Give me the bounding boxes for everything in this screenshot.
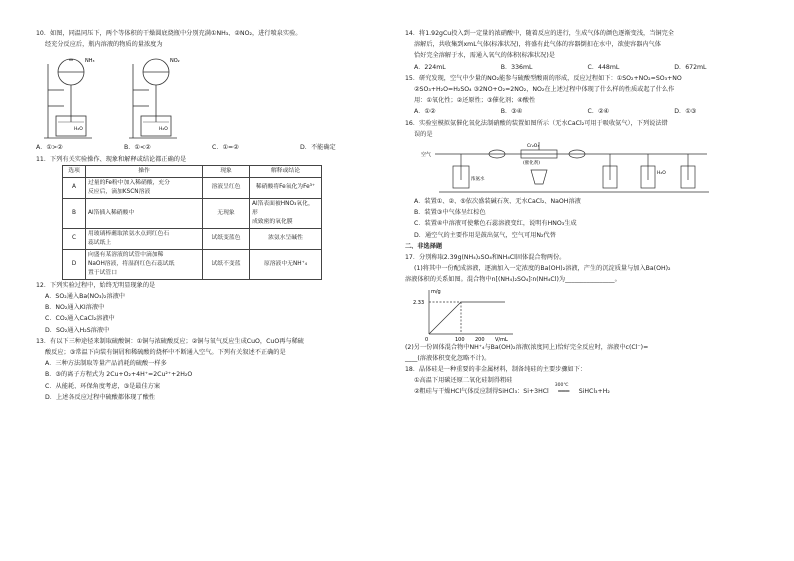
q15-choices bbox=[405, 106, 761, 117]
row-c-conclusion: 浓氨水呈碱性 bbox=[250, 228, 322, 249]
fountain-experiment-figure bbox=[36, 50, 236, 142]
row-b-conclusion bbox=[250, 198, 322, 228]
q13-choice-d[interactable]: D．上述各反应过程中硫酸都体现了酸性 bbox=[45, 393, 155, 401]
q16-choice-c[interactable]: C．装置④中溶液可使紫色石蕊溶液变红，说明有HNO₃生成 bbox=[414, 220, 577, 228]
question-16 bbox=[405, 118, 761, 241]
reaction-arrow: 300℃ ═══ bbox=[551, 386, 577, 397]
q11-header-conclusion: 解释或结论 bbox=[250, 165, 322, 177]
question-18 bbox=[405, 364, 761, 398]
q10-choice-c[interactable]: C．①=② bbox=[212, 144, 239, 152]
q14-choice-a[interactable]: A．224mL bbox=[414, 63, 446, 71]
q10-stem: 10．如图，同温同压下，两个等体积的干燥圆底烧瓶中分别充满①NH₃、②NO₂，进行喷泉实验。 bbox=[36, 30, 302, 37]
fig-label-water-2: H₂O bbox=[159, 127, 168, 133]
q14-choices bbox=[405, 62, 761, 73]
q14-choice-c[interactable]: C．448mL bbox=[587, 63, 620, 71]
reaction-temp: 300℃ bbox=[554, 383, 569, 389]
q10-stem-cont: 经充分反应后，瓶内溶液的物质的量浓度为 bbox=[45, 41, 163, 49]
fig-label-water: H₂O bbox=[657, 171, 666, 177]
row-c-op-line: 用玻璃棒蘸取浓氨水点到红色石 bbox=[88, 230, 170, 237]
graph-x-tick: 100 bbox=[455, 336, 465, 342]
q17-line: ____(溶液体积变化忽略不计)。 bbox=[405, 354, 491, 362]
fig-label-water-1: H₂O bbox=[74, 127, 83, 133]
row-c-operation bbox=[86, 228, 203, 249]
row-a-option: A bbox=[63, 177, 86, 198]
q12-choice-c[interactable]: C．CO₂通入CaCl₂溶液中 bbox=[45, 315, 115, 323]
graph-x-tick: 200 bbox=[475, 336, 485, 342]
fig-label-catalyst-note: (催化剂) bbox=[523, 161, 541, 167]
q12-choice-d[interactable]: D．SO₂通入H₂S溶液中 bbox=[45, 326, 110, 334]
graph-x-tick: 0 bbox=[425, 336, 429, 342]
q16-choice-b[interactable]: B．装置③中气体呈红棕色 bbox=[414, 209, 486, 217]
q11-table bbox=[62, 165, 322, 280]
q15-choice-d[interactable]: D．①③ bbox=[674, 108, 697, 116]
q17-line: 溶液体积的关系如图。混合物中n[(NH₄)₂SO₄]∶n(NH₄Cl)为________________。 bbox=[405, 276, 621, 284]
q15-choice-a[interactable]: A．①② bbox=[414, 108, 436, 116]
q17-line: (1)将其中一份配成溶液，逐滴加入一定浓度的Ba(OH)₂溶液，产生的沉淀质量与加入Ba(OH)₂ bbox=[414, 265, 671, 273]
row-b-res-line: Al箔表面被HNO₃氧化，形 bbox=[252, 200, 314, 216]
graph-x-label: V/mL bbox=[495, 336, 508, 342]
row-a-observation: 溶液呈红色 bbox=[203, 177, 250, 198]
question-13 bbox=[36, 336, 388, 403]
left-column bbox=[36, 28, 388, 403]
q10-choice-a[interactable]: A．①>② bbox=[36, 144, 63, 152]
q13-stem-cont: 酸反应；③常温下向装有铜屑和稀硫酸的烧杯中不断通入空气。下列有关叙述不正确的是 bbox=[45, 349, 286, 357]
q17-line: (2)另一份固体混合物中NH⁺₄与Ba(OH)₂溶液(浓度同上)恰好完全反应时，溶液中c(Cl⁻)= bbox=[405, 343, 649, 351]
question-12 bbox=[36, 280, 388, 336]
row-b-res-line: 成致密的氧化膜 bbox=[252, 218, 293, 225]
q18-line: 18．晶体硅是一种重要的非金属材料，制备纯硅的主要步骤如下： bbox=[405, 366, 587, 374]
row-a-operation bbox=[86, 177, 203, 198]
ammonia-oxidation-apparatus-figure bbox=[419, 140, 719, 196]
precipitate-mass-graph bbox=[413, 286, 523, 342]
row-b-observation: 无现象 bbox=[203, 198, 250, 228]
q18-eq-left: ②粗硅与干燥HCl气体反应制得SiHCl₃：Si+3HCl bbox=[414, 388, 549, 396]
q12-choice-a[interactable]: A．SO₂通入Ba(NO₃)₂溶液中 bbox=[45, 293, 125, 301]
table-row bbox=[63, 177, 322, 198]
q11-header-operation: 操作 bbox=[86, 165, 203, 177]
q18-eq-right: SiHCl₃+H₂ bbox=[578, 388, 610, 396]
q16-choice-d[interactable]: D．通空气的主要作用是鼓出氨气，空气可用N₂代替 bbox=[414, 231, 556, 239]
q15-line: 15．研究发现，空气中少量的NO₂能参与硫酸型酸雨的形成，反应过程如下：①SO₂+NO₂=SO₃+NO bbox=[405, 74, 682, 82]
section-heading: 二、非选择题 bbox=[405, 242, 443, 250]
q14-line: 溶解后，共收集到xmL气体(标准状况)，将盛有此气体的容器倒扣在水中，欲使容器内气体 bbox=[414, 41, 661, 49]
q17-line: 17．分别称取2.39g(NH₄)₂SO₄和NH₄Cl固体混合物两份。 bbox=[405, 254, 566, 262]
fig-label-air: 空气 bbox=[421, 152, 432, 159]
fig-label-catalyst: Cr₂O₃ bbox=[527, 144, 540, 150]
row-d-operation bbox=[86, 249, 203, 279]
q16-line: 误的是 bbox=[414, 130, 433, 138]
row-d-op-line: 置于试管口 bbox=[88, 269, 117, 276]
q14-line: 恰好完全溶解于水，需通入氧气的体积(标准状况)是 bbox=[414, 52, 555, 60]
row-a-op-line: 过量的Fe粉中加入稀硝酸，充分 bbox=[88, 179, 170, 186]
q15-line: ②SO₃+H₂O=H₂SO₄ ③2NO+O₂=2NO₂，NO₂在上述过程中体现了什么样的性质或起了什么作 bbox=[414, 86, 675, 94]
q12-stem: 12．下列实验过程中，始终无明显现象的是 bbox=[36, 281, 156, 289]
row-b-option: B bbox=[63, 198, 86, 228]
q14-line: 14．将1.92gCu投入到一定量的浓硝酸中，随着反应的进行，生成气体的颜色逐渐变浅，当铜完全 bbox=[405, 30, 674, 37]
q15-choice-b[interactable]: B．③④ bbox=[500, 108, 523, 116]
row-d-observation: 试纸不变蓝 bbox=[203, 249, 250, 279]
row-a-conclusion: 稀硝酸将Fe氧化为Fe³⁺ bbox=[250, 177, 322, 198]
table-row bbox=[63, 198, 322, 228]
q13-choice-c[interactable]: C．从能耗、环保角度考虑，③是最佳方案 bbox=[45, 382, 161, 390]
fig-label-no2: NO₂ bbox=[170, 58, 180, 65]
question-17 bbox=[405, 252, 761, 364]
graph-y-label: m/g bbox=[431, 288, 441, 295]
row-d-option: D bbox=[63, 249, 86, 279]
row-c-option: C bbox=[63, 228, 86, 249]
question-11 bbox=[36, 154, 388, 280]
q13-choice-a[interactable]: A．三种方法制取等量产品消耗的硫酸一样多 bbox=[45, 360, 167, 368]
table-row bbox=[63, 249, 322, 279]
q18-equation bbox=[405, 383, 761, 397]
q18-line: ①高温下用碳还原二氧化硅制得粗硅 bbox=[414, 377, 513, 385]
q12-choice-b[interactable]: B．NO₂通入KI溶液中 bbox=[45, 304, 105, 312]
row-d-op-line: 向盛有某溶液的试管中滴加稀 bbox=[88, 251, 164, 258]
row-a-op-line: 反应后，滴加KSCN溶液 bbox=[88, 188, 151, 195]
q10-choices bbox=[36, 142, 388, 153]
q10-choice-b[interactable]: B．①<② bbox=[124, 144, 151, 152]
question-10 bbox=[36, 28, 388, 154]
fig-label-ammonia: 浓氨水 bbox=[471, 177, 485, 183]
q16-line: 16．实验室模拟氨催化氧化法制硝酸的装置如图所示（无水CaCl₂可用于吸收氨气），下列说法错 bbox=[405, 119, 668, 127]
row-b-operation: Al箔插入稀硝酸中 bbox=[86, 198, 203, 228]
q13-choice-b[interactable]: B．③的离子方程式为 2Cu+O₂+4H⁺=2Cu²⁺+2H₂O bbox=[45, 371, 193, 379]
row-c-observation: 试纸变蓝色 bbox=[203, 228, 250, 249]
right-column bbox=[405, 28, 761, 398]
q16-choice-a[interactable]: A．装置①、②、⑤依次盛装碱石灰、无水CaCl₂、NaOH溶液 bbox=[414, 198, 581, 206]
fig-label-nh3: NH₃ bbox=[85, 58, 95, 65]
q10-choice-d[interactable]: D．不能确定 bbox=[300, 144, 336, 152]
row-c-op-line: 蕊试纸上 bbox=[88, 239, 112, 246]
q11-header-observation: 现象 bbox=[203, 165, 250, 177]
question-15 bbox=[405, 73, 761, 118]
q13-stem: 13．有以下三种途径来制取硫酸铜：①铜与浓硫酸反应；②铜与氧气反应生成CuO，CuO再与稀硫 bbox=[36, 337, 304, 345]
table-row bbox=[63, 228, 322, 249]
q14-choice-b[interactable]: B．336mL bbox=[500, 63, 533, 71]
row-d-conclusion: 原溶液中无NH⁺₄ bbox=[250, 249, 322, 279]
q11-header-option: 选项 bbox=[63, 165, 86, 177]
q11-stem: 11．下列有关实验操作、现象和解释或结论都正确的是 bbox=[36, 155, 187, 163]
q14-choice-d[interactable]: D．672mL bbox=[674, 63, 707, 71]
q11-table-header bbox=[63, 165, 322, 177]
row-d-op-line: NaOH溶液，将湿润红色石蕊试纸 bbox=[88, 260, 175, 267]
q15-choice-c[interactable]: C．②④ bbox=[587, 108, 610, 116]
q15-line: 用：①氧化性；②还原性；③催化剂；④酸性 bbox=[414, 97, 536, 105]
question-14 bbox=[405, 28, 761, 73]
graph-y-mark: 2.33 bbox=[413, 299, 425, 306]
